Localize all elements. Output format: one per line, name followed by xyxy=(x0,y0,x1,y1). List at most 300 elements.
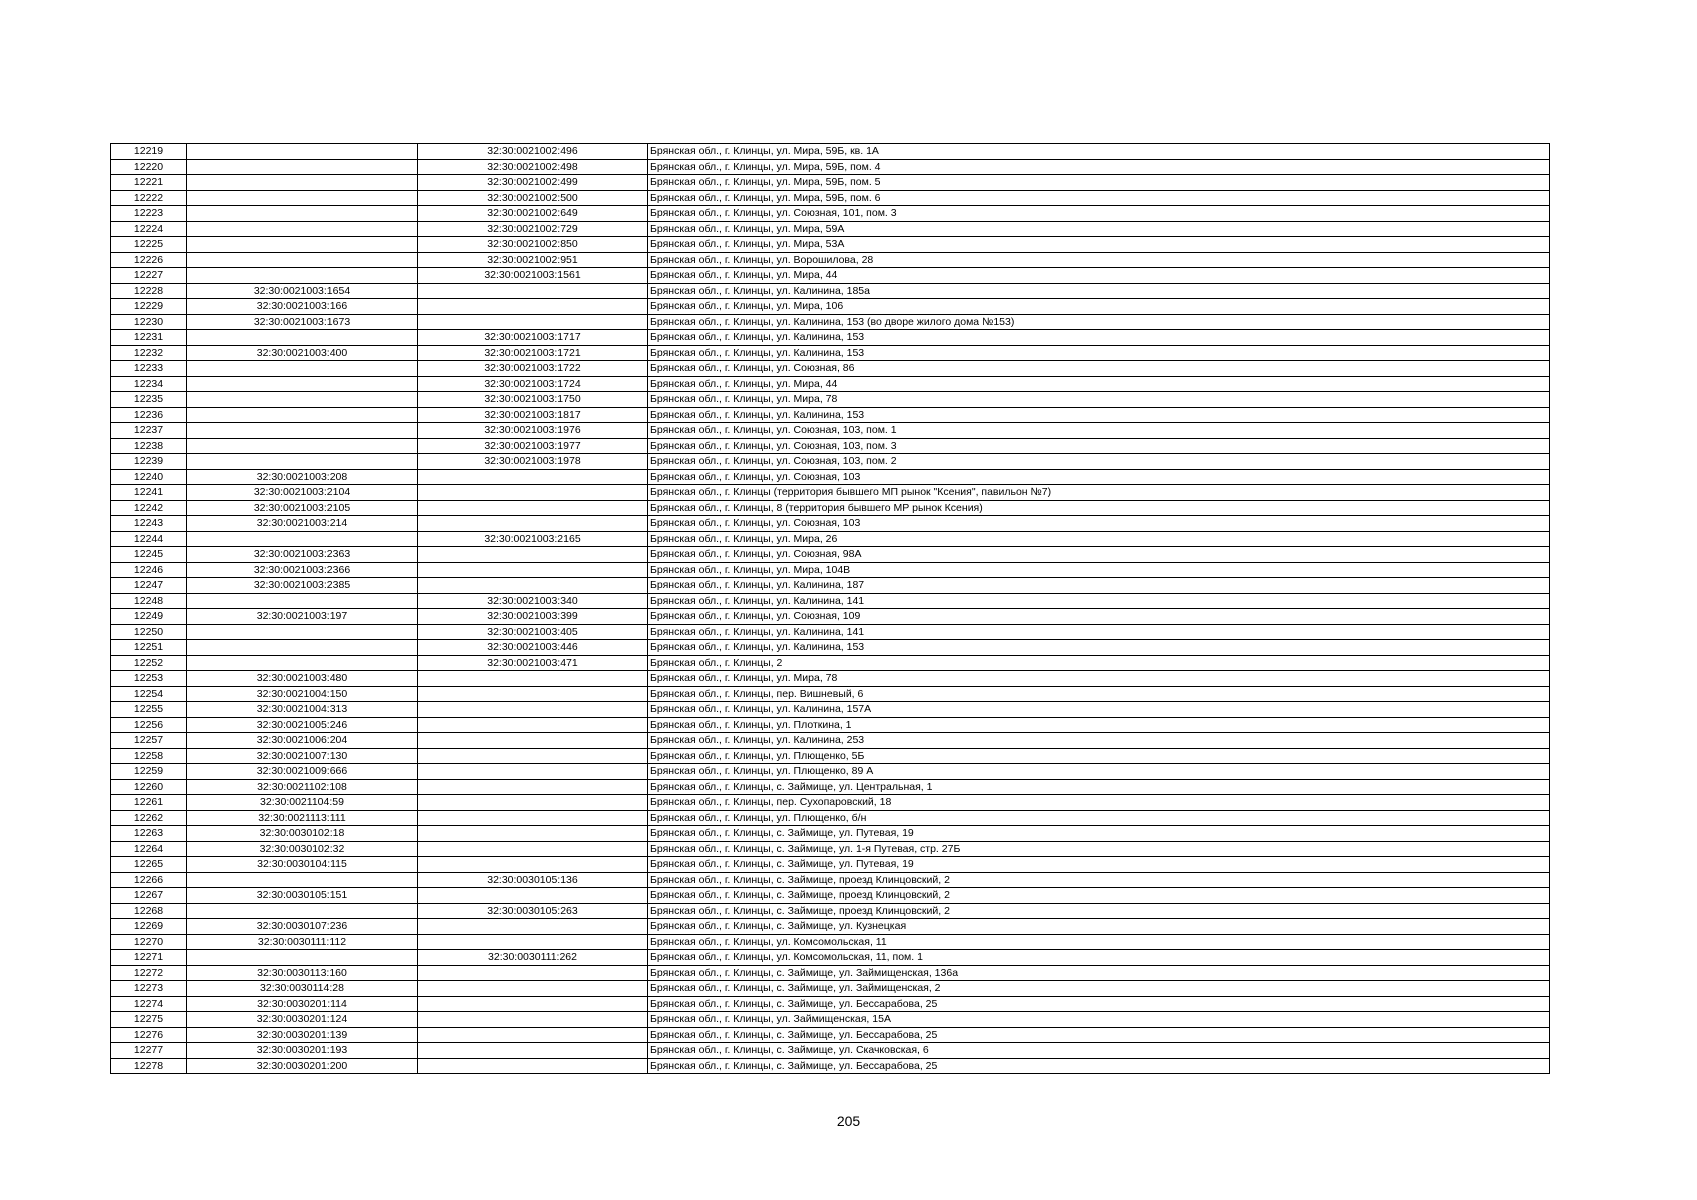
address-cell: Брянская обл., г. Клинцы, с. Займище, ул. Займищенская, 2 xyxy=(648,981,1550,997)
cadastral-number-alt-cell xyxy=(418,888,648,904)
table-row xyxy=(111,1058,1550,1074)
row-number-cell: 12229 xyxy=(111,299,187,315)
cadastral-number-alt-cell xyxy=(418,1058,648,1074)
address-cell: Брянская обл., г. Клинцы, с. Займище, ул. Займищенская, 136а xyxy=(648,965,1550,981)
cadastral-number-cell: 32:30:0021003:1654 xyxy=(187,283,418,299)
cadastral-number-cell xyxy=(187,950,418,966)
cadastral-number-alt-cell xyxy=(418,810,648,826)
row-number-cell: 12241 xyxy=(111,485,187,501)
row-number-cell: 12262 xyxy=(111,810,187,826)
cadastral-number-alt-cell xyxy=(418,562,648,578)
table-row xyxy=(111,454,1550,470)
cadastral-number-cell: 32:30:0021004:150 xyxy=(187,686,418,702)
row-number-cell: 12224 xyxy=(111,221,187,237)
row-number-cell: 12219 xyxy=(111,144,187,160)
address-cell: Брянская обл., г. Клинцы, ул. Мира, 59Б, пом. 5 xyxy=(648,175,1550,191)
table-row xyxy=(111,748,1550,764)
cadastral-number-cell xyxy=(187,392,418,408)
table-row xyxy=(111,268,1550,284)
address-cell: Брянская обл., г. Клинцы, ул. Плющенко, б/н xyxy=(648,810,1550,826)
address-cell: Брянская обл., г. Клинцы, ул. Союзная, 101, пом. 3 xyxy=(648,206,1550,222)
address-cell: Брянская обл., г. Клинцы, с. Займище, ул. Центральная, 1 xyxy=(648,779,1550,795)
table-row xyxy=(111,423,1550,439)
table-row xyxy=(111,531,1550,547)
cadastral-number-alt-cell: 32:30:0021003:405 xyxy=(418,624,648,640)
address-cell: Брянская обл., г. Клинцы (территория бывшего МП рынок "Ксения", павильон №7) xyxy=(648,485,1550,501)
address-cell: Брянская обл., г. Клинцы, с. Займище, ул. 1-я Путевая, стр. 27Б xyxy=(648,841,1550,857)
address-cell: Брянская обл., г. Клинцы, ул. Калинина, 153 (во дворе жилого дома №153) xyxy=(648,314,1550,330)
cadastral-number-alt-cell: 32:30:0021002:499 xyxy=(418,175,648,191)
address-cell: Брянская обл., г. Клинцы, ул. Мира, 59Б, кв. 1А xyxy=(648,144,1550,160)
cadastral-number-cell xyxy=(187,330,418,346)
cadastral-number-cell: 32:30:0021003:2105 xyxy=(187,500,418,516)
row-number-cell: 12254 xyxy=(111,686,187,702)
address-cell: Брянская обл., г. Клинцы, ул. Союзная, 98А xyxy=(648,547,1550,563)
cadastral-number-cell xyxy=(187,903,418,919)
table-row xyxy=(111,190,1550,206)
cadastral-number-alt-cell xyxy=(418,314,648,330)
row-number-cell: 12257 xyxy=(111,733,187,749)
cadastral-number-cell: 32:30:0021006:204 xyxy=(187,733,418,749)
cadastral-number-alt-cell: 32:30:0021002:729 xyxy=(418,221,648,237)
row-number-cell: 12252 xyxy=(111,655,187,671)
table-row xyxy=(111,919,1550,935)
cadastral-number-cell xyxy=(187,221,418,237)
table-row xyxy=(111,950,1550,966)
cadastral-number-cell xyxy=(187,268,418,284)
cadastral-number-alt-cell xyxy=(418,764,648,780)
cadastral-number-cell: 32:30:0030113:160 xyxy=(187,965,418,981)
cadastral-number-cell: 32:30:0030111:112 xyxy=(187,934,418,950)
cadastral-number-cell xyxy=(187,190,418,206)
address-cell: Брянская обл., г. Клинцы, пер. Сухопаровский, 18 xyxy=(648,795,1550,811)
address-cell: Брянская обл., г. Клинцы, ул. Калинина, 157А xyxy=(648,702,1550,718)
cadastral-number-alt-cell xyxy=(418,841,648,857)
table-row xyxy=(111,779,1550,795)
address-cell: Брянская обл., г. Клинцы, ул. Калинина, 253 xyxy=(648,733,1550,749)
cadastral-number-cell xyxy=(187,206,418,222)
address-cell: Брянская обл., г. Клинцы, ул. Мира, 104В xyxy=(648,562,1550,578)
cadastral-number-cell xyxy=(187,872,418,888)
cadastral-number-cell: 32:30:0021003:480 xyxy=(187,671,418,687)
cadastral-number-alt-cell xyxy=(418,795,648,811)
row-number-cell: 12227 xyxy=(111,268,187,284)
address-cell: Брянская обл., г. Клинцы, ул. Союзная, 103, пом. 1 xyxy=(648,423,1550,439)
table-row xyxy=(111,702,1550,718)
row-number-cell: 12253 xyxy=(111,671,187,687)
table-row xyxy=(111,826,1550,842)
cadastral-number-alt-cell xyxy=(418,671,648,687)
row-number-cell: 12250 xyxy=(111,624,187,640)
table-row xyxy=(111,810,1550,826)
table-row xyxy=(111,857,1550,873)
address-cell: Брянская обл., г. Клинцы, ул. Союзная, 103 xyxy=(648,469,1550,485)
cadastral-number-cell: 32:30:0021007:130 xyxy=(187,748,418,764)
table-row xyxy=(111,221,1550,237)
cadastral-number-alt-cell xyxy=(418,733,648,749)
row-number-cell: 12232 xyxy=(111,345,187,361)
address-cell: Брянская обл., г. Клинцы, 2 xyxy=(648,655,1550,671)
row-number-cell: 12234 xyxy=(111,376,187,392)
cadastral-number-alt-cell: 32:30:0021002:496 xyxy=(418,144,648,160)
row-number-cell: 12266 xyxy=(111,872,187,888)
row-number-cell: 12264 xyxy=(111,841,187,857)
row-number-cell: 12235 xyxy=(111,392,187,408)
table-row xyxy=(111,500,1550,516)
address-cell: Брянская обл., г. Клинцы, ул. Мира, 106 xyxy=(648,299,1550,315)
row-number-cell: 12249 xyxy=(111,609,187,625)
cadastral-number-cell xyxy=(187,593,418,609)
cadastral-number-cell: 32:30:0030114:28 xyxy=(187,981,418,997)
table-row xyxy=(111,764,1550,780)
address-cell: Брянская обл., г. Клинцы, с. Займище, проезд Клинцовский, 2 xyxy=(648,903,1550,919)
address-cell: Брянская обл., г. Клинцы, с. Займище, ул. Путевая, 19 xyxy=(648,857,1550,873)
address-cell: Брянская обл., г. Клинцы, 8 (территория бывшего МР рынок Ксения) xyxy=(648,500,1550,516)
row-number-cell: 12240 xyxy=(111,469,187,485)
table-row xyxy=(111,841,1550,857)
address-cell: Брянская обл., г. Клинцы, ул. Плющенко, 5Б xyxy=(648,748,1550,764)
cadastral-number-alt-cell: 32:30:0021003:471 xyxy=(418,655,648,671)
cadastral-number-cell: 32:30:0030201:200 xyxy=(187,1058,418,1074)
address-cell: Брянская обл., г. Клинцы, ул. Мира, 44 xyxy=(648,376,1550,392)
cadastral-number-alt-cell: 32:30:0021002:500 xyxy=(418,190,648,206)
cadastral-number-alt-cell xyxy=(418,500,648,516)
cadastral-number-cell: 32:30:0030201:124 xyxy=(187,1012,418,1028)
table-row xyxy=(111,547,1550,563)
address-cell: Брянская обл., г. Клинцы, ул. Калинина, 141 xyxy=(648,624,1550,640)
table-row xyxy=(111,981,1550,997)
cadastral-number-cell xyxy=(187,376,418,392)
cadastral-number-cell: 32:30:0030201:139 xyxy=(187,1027,418,1043)
row-number-cell: 12273 xyxy=(111,981,187,997)
cadastral-number-alt-cell xyxy=(418,283,648,299)
address-cell: Брянская обл., г. Клинцы, с. Займище, проезд Клинцовский, 2 xyxy=(648,872,1550,888)
cadastral-number-alt-cell: 32:30:0021003:1977 xyxy=(418,438,648,454)
table-row xyxy=(111,407,1550,423)
address-cell: Брянская обл., г. Клинцы, ул. Калинина, 141 xyxy=(648,593,1550,609)
table-row xyxy=(111,609,1550,625)
row-number-cell: 12275 xyxy=(111,1012,187,1028)
address-cell: Брянская обл., г. Клинцы, с. Займище, ул. Бессарабова, 25 xyxy=(648,996,1550,1012)
cadastral-number-alt-cell xyxy=(418,857,648,873)
table-row xyxy=(111,965,1550,981)
row-number-cell: 12278 xyxy=(111,1058,187,1074)
table-row xyxy=(111,252,1550,268)
cadastral-number-alt-cell: 32:30:0021003:1717 xyxy=(418,330,648,346)
cadastral-number-cell xyxy=(187,423,418,439)
address-cell: Брянская обл., г. Клинцы, ул. Союзная, 103, пом. 3 xyxy=(648,438,1550,454)
cadastral-number-cell xyxy=(187,655,418,671)
cadastral-number-cell: 32:30:0021104:59 xyxy=(187,795,418,811)
cadastral-number-alt-cell: 32:30:0021003:1724 xyxy=(418,376,648,392)
address-cell: Брянская обл., г. Клинцы, ул. Калинина, 153 xyxy=(648,330,1550,346)
address-cell: Брянская обл., г. Клинцы, ул. Мира, 59Б, пом. 4 xyxy=(648,159,1550,175)
cadastral-number-cell: 32:30:0021003:2385 xyxy=(187,578,418,594)
table-row xyxy=(111,485,1550,501)
cadastral-number-cell: 32:30:0021003:166 xyxy=(187,299,418,315)
cadastral-number-cell: 32:30:0021005:246 xyxy=(187,717,418,733)
row-number-cell: 12223 xyxy=(111,206,187,222)
cadastral-number-alt-cell xyxy=(418,996,648,1012)
table-row xyxy=(111,717,1550,733)
table-row xyxy=(111,934,1550,950)
cadastral-number-cell xyxy=(187,361,418,377)
row-number-cell: 12222 xyxy=(111,190,187,206)
row-number-cell: 12247 xyxy=(111,578,187,594)
cadastral-number-alt-cell: 32:30:0021002:649 xyxy=(418,206,648,222)
table-row xyxy=(111,345,1550,361)
cadastral-number-cell: 32:30:0030105:151 xyxy=(187,888,418,904)
address-cell: Брянская обл., г. Клинцы, ул. Мира, 44 xyxy=(648,268,1550,284)
cadastral-number-alt-cell: 32:30:0030105:263 xyxy=(418,903,648,919)
row-number-cell: 12268 xyxy=(111,903,187,919)
cadastral-number-alt-cell xyxy=(418,578,648,594)
row-number-cell: 12274 xyxy=(111,996,187,1012)
row-number-cell: 12230 xyxy=(111,314,187,330)
cadastral-number-cell: 32:30:0030102:18 xyxy=(187,826,418,842)
cadastral-number-alt-cell xyxy=(418,469,648,485)
address-cell: Брянская обл., г. Клинцы, ул. Плоткина, 1 xyxy=(648,717,1550,733)
cadastral-number-cell xyxy=(187,624,418,640)
cadastral-number-alt-cell: 32:30:0021003:446 xyxy=(418,640,648,656)
row-number-cell: 12265 xyxy=(111,857,187,873)
row-number-cell: 12246 xyxy=(111,562,187,578)
cadastral-number-alt-cell: 32:30:0021003:1817 xyxy=(418,407,648,423)
cadastral-number-cell: 32:30:0030102:32 xyxy=(187,841,418,857)
cadastral-number-alt-cell xyxy=(418,981,648,997)
row-number-cell: 12261 xyxy=(111,795,187,811)
table-row xyxy=(111,578,1550,594)
address-cell: Брянская обл., г. Клинцы, ул. Калинина, 153 xyxy=(648,345,1550,361)
cadastral-number-cell: 32:30:0030104:115 xyxy=(187,857,418,873)
table-row xyxy=(111,376,1550,392)
table-row xyxy=(111,330,1550,346)
cadastral-number-alt-cell xyxy=(418,934,648,950)
cadastral-number-cell: 32:30:0021004:313 xyxy=(187,702,418,718)
cadastral-number-cell: 32:30:0021003:1673 xyxy=(187,314,418,330)
cadastral-number-alt-cell xyxy=(418,919,648,935)
row-number-cell: 12251 xyxy=(111,640,187,656)
cadastral-number-cell: 32:30:0021003:208 xyxy=(187,469,418,485)
table-row xyxy=(111,438,1550,454)
table-row xyxy=(111,624,1550,640)
row-number-cell: 12267 xyxy=(111,888,187,904)
address-cell: Брянская обл., г. Клинцы, ул. Комсомольская, 11 xyxy=(648,934,1550,950)
cadastral-number-alt-cell: 32:30:0021002:498 xyxy=(418,159,648,175)
address-cell: Брянская обл., г. Клинцы, ул. Комсомольская, 11, пом. 1 xyxy=(648,950,1550,966)
row-number-cell: 12245 xyxy=(111,547,187,563)
table-row xyxy=(111,237,1550,253)
cadastral-number-cell xyxy=(187,144,418,160)
address-cell: Брянская обл., г. Клинцы, с. Займище, ул. Кузнецкая xyxy=(648,919,1550,935)
address-cell: Брянская обл., г. Клинцы, ул. Мира, 78 xyxy=(648,392,1550,408)
cadastral-number-alt-cell xyxy=(418,826,648,842)
cadastral-number-cell: 32:30:0021003:2363 xyxy=(187,547,418,563)
cadastral-number-alt-cell: 32:30:0021003:1978 xyxy=(418,454,648,470)
cadastral-number-cell xyxy=(187,252,418,268)
row-number-cell: 12263 xyxy=(111,826,187,842)
table-row xyxy=(111,314,1550,330)
row-number-cell: 12269 xyxy=(111,919,187,935)
address-cell: Брянская обл., г. Клинцы, ул. Мира, 59Б, пом. 6 xyxy=(648,190,1550,206)
row-number-cell: 12242 xyxy=(111,500,187,516)
row-number-cell: 12228 xyxy=(111,283,187,299)
address-cell: Брянская обл., г. Клинцы, с. Займище, ул. Скачковская, 6 xyxy=(648,1043,1550,1059)
cadastral-number-alt-cell xyxy=(418,779,648,795)
table-row xyxy=(111,686,1550,702)
address-cell: Брянская обл., г. Клинцы, ул. Калинина, 153 xyxy=(648,640,1550,656)
cadastral-number-cell: 32:30:0030201:193 xyxy=(187,1043,418,1059)
table-row xyxy=(111,361,1550,377)
cadastral-number-cell: 32:30:0021113:111 xyxy=(187,810,418,826)
address-cell: Брянская обл., г. Клинцы, с. Займище, проезд Клинцовский, 2 xyxy=(648,888,1550,904)
cadastral-number-alt-cell xyxy=(418,748,648,764)
cadastral-number-alt-cell xyxy=(418,686,648,702)
table-row xyxy=(111,640,1550,656)
row-number-cell: 12255 xyxy=(111,702,187,718)
table-row xyxy=(111,733,1550,749)
cadastral-number-alt-cell xyxy=(418,1043,648,1059)
row-number-cell: 12256 xyxy=(111,717,187,733)
row-number-cell: 12259 xyxy=(111,764,187,780)
cadastral-number-alt-cell xyxy=(418,516,648,532)
cadastral-number-alt-cell: 32:30:0021002:850 xyxy=(418,237,648,253)
registry-table xyxy=(110,143,1550,1074)
address-cell: Брянская обл., г. Клинцы, ул. Мира, 26 xyxy=(648,531,1550,547)
cadastral-number-alt-cell: 32:30:0021003:1976 xyxy=(418,423,648,439)
cadastral-number-alt-cell: 32:30:0021003:1721 xyxy=(418,345,648,361)
row-number-cell: 12220 xyxy=(111,159,187,175)
table-row xyxy=(111,593,1550,609)
cadastral-number-alt-cell: 32:30:0021003:340 xyxy=(418,593,648,609)
row-number-cell: 12239 xyxy=(111,454,187,470)
cadastral-number-alt-cell xyxy=(418,965,648,981)
cadastral-number-cell: 32:30:0021003:197 xyxy=(187,609,418,625)
cadastral-number-cell xyxy=(187,407,418,423)
address-cell: Брянская обл., г. Клинцы, ул. Союзная, 109 xyxy=(648,609,1550,625)
address-cell: Брянская обл., г. Клинцы, ул. Союзная, 86 xyxy=(648,361,1550,377)
cadastral-number-alt-cell: 32:30:0021003:399 xyxy=(418,609,648,625)
address-cell: Брянская обл., г. Клинцы, ул. Союзная, 103 xyxy=(648,516,1550,532)
table-row xyxy=(111,872,1550,888)
table-row xyxy=(111,283,1550,299)
table-row xyxy=(111,888,1550,904)
table-row xyxy=(111,1027,1550,1043)
cadastral-number-cell xyxy=(187,640,418,656)
table-row xyxy=(111,469,1550,485)
cadastral-number-cell xyxy=(187,438,418,454)
table-row xyxy=(111,562,1550,578)
address-cell: Брянская обл., г. Клинцы, ул. Калинина, 187 xyxy=(648,578,1550,594)
cadastral-number-alt-cell xyxy=(418,1027,648,1043)
table-row xyxy=(111,1043,1550,1059)
cadastral-number-alt-cell xyxy=(418,485,648,501)
cadastral-number-alt-cell: 32:30:0030111:262 xyxy=(418,950,648,966)
address-cell: Брянская обл., г. Клинцы, ул. Мира, 59А xyxy=(648,221,1550,237)
address-cell: Брянская обл., г. Клинцы, ул. Калинина, 185а xyxy=(648,283,1550,299)
address-cell: Брянская обл., г. Клинцы, ул. Ворошилова, 28 xyxy=(648,252,1550,268)
row-number-cell: 12231 xyxy=(111,330,187,346)
row-number-cell: 12248 xyxy=(111,593,187,609)
cadastral-number-alt-cell: 32:30:0030105:136 xyxy=(418,872,648,888)
cadastral-number-cell: 32:30:0021003:2104 xyxy=(187,485,418,501)
table-row xyxy=(111,392,1550,408)
table-row xyxy=(111,206,1550,222)
row-number-cell: 12237 xyxy=(111,423,187,439)
address-cell: Брянская обл., г. Клинцы, ул. Займищенская, 15А xyxy=(648,1012,1550,1028)
row-number-cell: 12271 xyxy=(111,950,187,966)
address-cell: Брянская обл., г. Клинцы, ул. Союзная, 103, пом. 2 xyxy=(648,454,1550,470)
cadastral-number-alt-cell: 32:30:0021003:2165 xyxy=(418,531,648,547)
row-number-cell: 12258 xyxy=(111,748,187,764)
address-cell: Брянская обл., г. Клинцы, с. Займище, ул. Бессарабова, 25 xyxy=(648,1027,1550,1043)
row-number-cell: 12270 xyxy=(111,934,187,950)
registry-table-body xyxy=(111,144,1550,1074)
row-number-cell: 12276 xyxy=(111,1027,187,1043)
cadastral-number-alt-cell xyxy=(418,1012,648,1028)
cadastral-number-alt-cell xyxy=(418,717,648,733)
cadastral-number-alt-cell xyxy=(418,299,648,315)
row-number-cell: 12277 xyxy=(111,1043,187,1059)
cadastral-number-cell xyxy=(187,454,418,470)
address-cell: Брянская обл., г. Клинцы, ул. Калинина, 153 xyxy=(648,407,1550,423)
cadastral-number-cell: 32:30:0021003:400 xyxy=(187,345,418,361)
page-number: 205 xyxy=(836,1113,861,1129)
cadastral-number-cell: 32:30:0021102:108 xyxy=(187,779,418,795)
row-number-cell: 12243 xyxy=(111,516,187,532)
cadastral-number-alt-cell xyxy=(418,702,648,718)
address-cell: Брянская обл., г. Клинцы, ул. Мира, 78 xyxy=(648,671,1550,687)
row-number-cell: 12233 xyxy=(111,361,187,377)
cadastral-number-alt-cell: 32:30:0021002:951 xyxy=(418,252,648,268)
table-row xyxy=(111,903,1550,919)
row-number-cell: 12236 xyxy=(111,407,187,423)
cadastral-number-alt-cell: 32:30:0021003:1561 xyxy=(418,268,648,284)
row-number-cell: 12260 xyxy=(111,779,187,795)
cadastral-number-cell xyxy=(187,175,418,191)
row-number-cell: 12238 xyxy=(111,438,187,454)
table-row xyxy=(111,175,1550,191)
cadastral-number-alt-cell xyxy=(418,547,648,563)
table-row xyxy=(111,795,1550,811)
cadastral-number-cell: 32:30:0030107:236 xyxy=(187,919,418,935)
address-cell: Брянская обл., г. Клинцы, с. Займище, ул. Путевая, 19 xyxy=(648,826,1550,842)
table-row xyxy=(111,299,1550,315)
table-row xyxy=(111,144,1550,160)
address-cell: Брянская обл., г. Клинцы, ул. Плющенко, 89 А xyxy=(648,764,1550,780)
cadastral-number-cell xyxy=(187,237,418,253)
address-cell: Брянская обл., г. Клинцы, пер. Вишневый, 6 xyxy=(648,686,1550,702)
cadastral-number-cell xyxy=(187,531,418,547)
table-row xyxy=(111,671,1550,687)
row-number-cell: 12244 xyxy=(111,531,187,547)
row-number-cell: 12221 xyxy=(111,175,187,191)
cadastral-number-cell: 32:30:0021003:2366 xyxy=(187,562,418,578)
address-cell: Брянская обл., г. Клинцы, ул. Мира, 53А xyxy=(648,237,1550,253)
cadastral-number-cell: 32:30:0021003:214 xyxy=(187,516,418,532)
table-row xyxy=(111,655,1550,671)
cadastral-number-cell: 32:30:0030201:114 xyxy=(187,996,418,1012)
cadastral-number-cell: 32:30:0021009:666 xyxy=(187,764,418,780)
row-number-cell: 12226 xyxy=(111,252,187,268)
table-row xyxy=(111,159,1550,175)
table-row xyxy=(111,516,1550,532)
table-row xyxy=(111,1012,1550,1028)
cadastral-number-cell xyxy=(187,159,418,175)
row-number-cell: 12272 xyxy=(111,965,187,981)
cadastral-number-alt-cell: 32:30:0021003:1722 xyxy=(418,361,648,377)
table-row xyxy=(111,996,1550,1012)
